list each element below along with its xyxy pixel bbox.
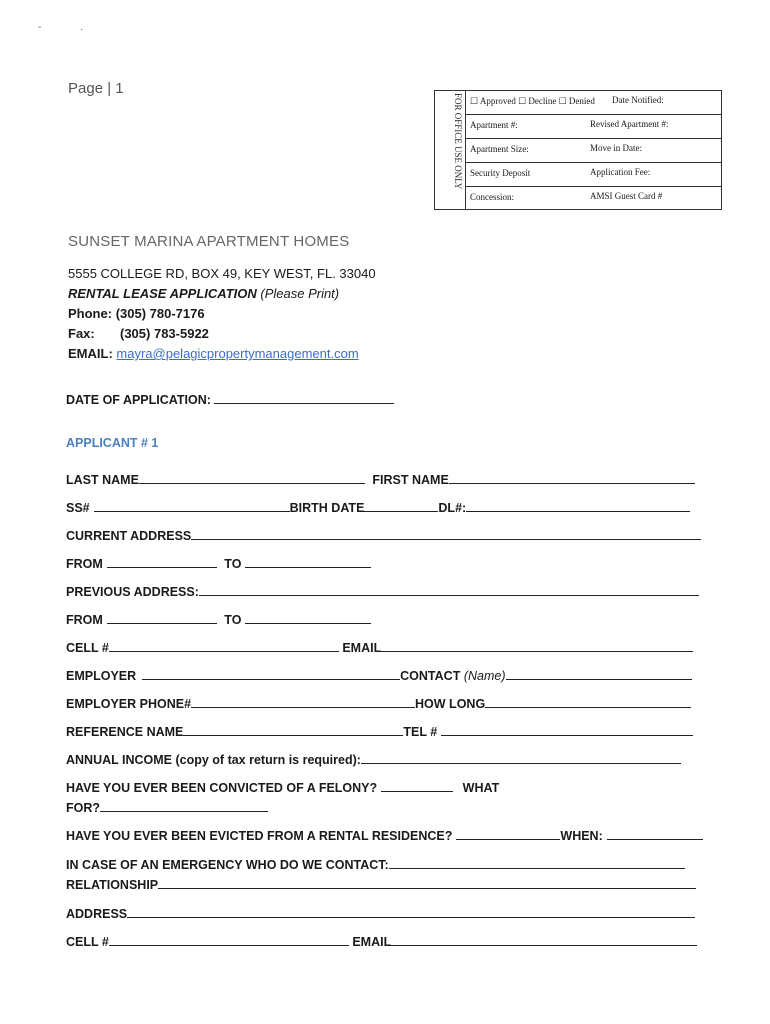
- evicted-label: HAVE YOU EVER BEEN EVICTED FROM A RENTAL RESIDENCE?: [66, 829, 453, 843]
- dl-field[interactable]: [466, 497, 690, 512]
- felony-row: [66, 777, 499, 795]
- email-field[interactable]: [381, 637, 693, 652]
- last-name-field[interactable]: [139, 469, 365, 484]
- address-field[interactable]: [127, 903, 695, 918]
- what-label: WHAT: [462, 781, 500, 795]
- ss-field[interactable]: [94, 497, 290, 512]
- contact-label: CONTACT: [400, 669, 461, 683]
- emergency-cell-row: [66, 931, 697, 949]
- emergency-address-row: [66, 903, 695, 921]
- office-row: [466, 139, 722, 163]
- date-of-application-label: DATE OF APPLICATION:: [66, 393, 211, 407]
- from-field[interactable]: [107, 553, 217, 568]
- tel-field[interactable]: [441, 721, 693, 736]
- contact-note: (Name): [463, 669, 506, 683]
- office-row: [466, 163, 722, 187]
- form-title-line: [68, 284, 376, 304]
- current-address-row: [66, 525, 701, 543]
- for-label: FOR?: [66, 801, 101, 815]
- from-to-row: [66, 553, 371, 571]
- birth-date-label: BIRTH DATE: [289, 501, 365, 515]
- date-of-application-field[interactable]: [214, 389, 394, 404]
- contact-block: [68, 264, 376, 364]
- office-row-right: Revised Apartment #:: [590, 119, 669, 129]
- from-label: FROM: [66, 613, 103, 627]
- phone-number: (305) 780-7176: [115, 306, 205, 321]
- felony-field[interactable]: [381, 777, 453, 792]
- fax-label: Fax:: [68, 326, 95, 341]
- cell-label: CELL #: [66, 935, 109, 949]
- office-row: [466, 187, 722, 211]
- reference-row: [66, 721, 693, 739]
- id-row: [66, 497, 690, 515]
- office-use-label: FOR OFFICE USE ONLY: [453, 93, 463, 190]
- company-name: SUNSET MARINA APARTMENT HOMES: [68, 233, 350, 250]
- emergency-row: [66, 854, 685, 872]
- annual-income-row: [66, 749, 681, 767]
- tel-label: TEL #: [403, 725, 438, 739]
- annual-income-field[interactable]: [361, 749, 681, 764]
- previous-address-field[interactable]: [199, 581, 699, 596]
- name-row: [66, 469, 695, 487]
- employer-label: EMPLOYER: [66, 669, 137, 683]
- when-field[interactable]: [607, 825, 703, 840]
- previous-address-label: PREVIOUS ADDRESS:: [66, 585, 199, 599]
- office-row-left: Concession:: [470, 192, 514, 202]
- to-label: TO: [224, 557, 242, 571]
- emergency-field[interactable]: [389, 854, 685, 869]
- ss-label: SS#: [66, 501, 90, 515]
- relationship-field[interactable]: [158, 874, 696, 889]
- how-long-label: HOW LONG: [415, 697, 486, 711]
- office-row-left: Security Deposit: [470, 168, 531, 178]
- employer-phone-label: EMPLOYER PHONE#: [66, 697, 192, 711]
- form-title-note: (Please Print): [260, 286, 340, 301]
- felony-label: HAVE YOU EVER BEEN CONVICTED OF A FELONY?: [66, 781, 378, 795]
- applicant-heading: APPLICANT # 1: [66, 436, 159, 450]
- office-row-right: Application Fee:: [590, 167, 651, 177]
- cell-field[interactable]: [109, 637, 339, 652]
- to-field[interactable]: [245, 609, 371, 624]
- scan-mark: ·: [80, 24, 84, 35]
- email-line: [68, 344, 376, 364]
- page-label: Page | 1: [68, 80, 124, 97]
- fax-line: [68, 324, 376, 344]
- first-name-field[interactable]: [449, 469, 695, 484]
- email-label: EMAIL:: [68, 346, 113, 361]
- employer-phone-row: [66, 693, 691, 711]
- evicted-row: [66, 825, 703, 843]
- phone-line: [68, 304, 376, 324]
- phone-label: Phone:: [68, 306, 113, 321]
- office-row: [466, 115, 722, 139]
- office-row: [466, 91, 722, 115]
- office-row-left: Apartment Size:: [470, 144, 529, 154]
- office-row-left: ☐ Approved ☐ Decline ☐ Denied: [470, 96, 595, 106]
- email-link[interactable]: mayra@pelagicpropertymanagement.com: [116, 346, 359, 361]
- birth-date-field[interactable]: [364, 497, 438, 512]
- scan-mark: -: [38, 22, 42, 33]
- reference-name-field[interactable]: [183, 721, 403, 736]
- from-field[interactable]: [107, 609, 217, 624]
- relationship-row: [66, 874, 696, 892]
- from-label: FROM: [66, 557, 103, 571]
- when-label: WHEN:: [560, 829, 603, 843]
- employer-field[interactable]: [142, 665, 400, 680]
- employer-phone-field[interactable]: [191, 693, 415, 708]
- street-address: 5555 COLLEGE RD, BOX 49, KEY WEST, FL. 33040: [68, 266, 376, 281]
- relationship-label: RELATIONSHIP: [66, 878, 159, 892]
- cell-email-row: [66, 637, 693, 655]
- evicted-field[interactable]: [456, 825, 560, 840]
- email-field[interactable]: [391, 931, 697, 946]
- date-of-application-row: [66, 389, 394, 407]
- current-address-label: CURRENT ADDRESS: [66, 529, 192, 543]
- office-use-box: [434, 90, 722, 210]
- office-use-side: [435, 91, 466, 209]
- to-field[interactable]: [245, 553, 371, 568]
- form-title: RENTAL LEASE APPLICATION: [68, 286, 257, 301]
- for-field[interactable]: [100, 797, 268, 812]
- cell-label: CELL #: [66, 641, 109, 655]
- first-name-label: FIRST NAME: [372, 473, 449, 487]
- previous-address-row: [66, 581, 699, 599]
- contact-field[interactable]: [506, 665, 692, 680]
- address-label: ADDRESS: [66, 907, 128, 921]
- office-row-right: Move in Date:: [590, 143, 642, 153]
- email-field-label: EMAIL: [352, 935, 392, 949]
- dl-label: DL#:: [438, 501, 467, 515]
- previous-from-to-row: [66, 609, 371, 627]
- office-row-left: Apartment #:: [470, 120, 518, 130]
- reference-name-label: REFERENCE NAME: [66, 725, 184, 739]
- office-row-right: AMSI Guest Card #: [590, 191, 663, 201]
- cell-field[interactable]: [109, 931, 349, 946]
- fax-number: (305) 783-5922: [120, 326, 209, 341]
- to-label: TO: [224, 613, 242, 627]
- felony-for-row: [66, 797, 268, 815]
- emergency-label: IN CASE OF AN EMERGENCY WHO DO WE CONTACT:: [66, 858, 389, 872]
- how-long-field[interactable]: [485, 693, 691, 708]
- email-field-label: EMAIL: [342, 641, 382, 655]
- employer-row: [66, 665, 692, 683]
- current-address-field[interactable]: [191, 525, 701, 540]
- annual-income-label: ANNUAL INCOME (copy of tax return is required):: [66, 753, 361, 767]
- last-name-label: LAST NAME: [66, 473, 139, 487]
- office-row-right: Date Notified:: [612, 95, 664, 105]
